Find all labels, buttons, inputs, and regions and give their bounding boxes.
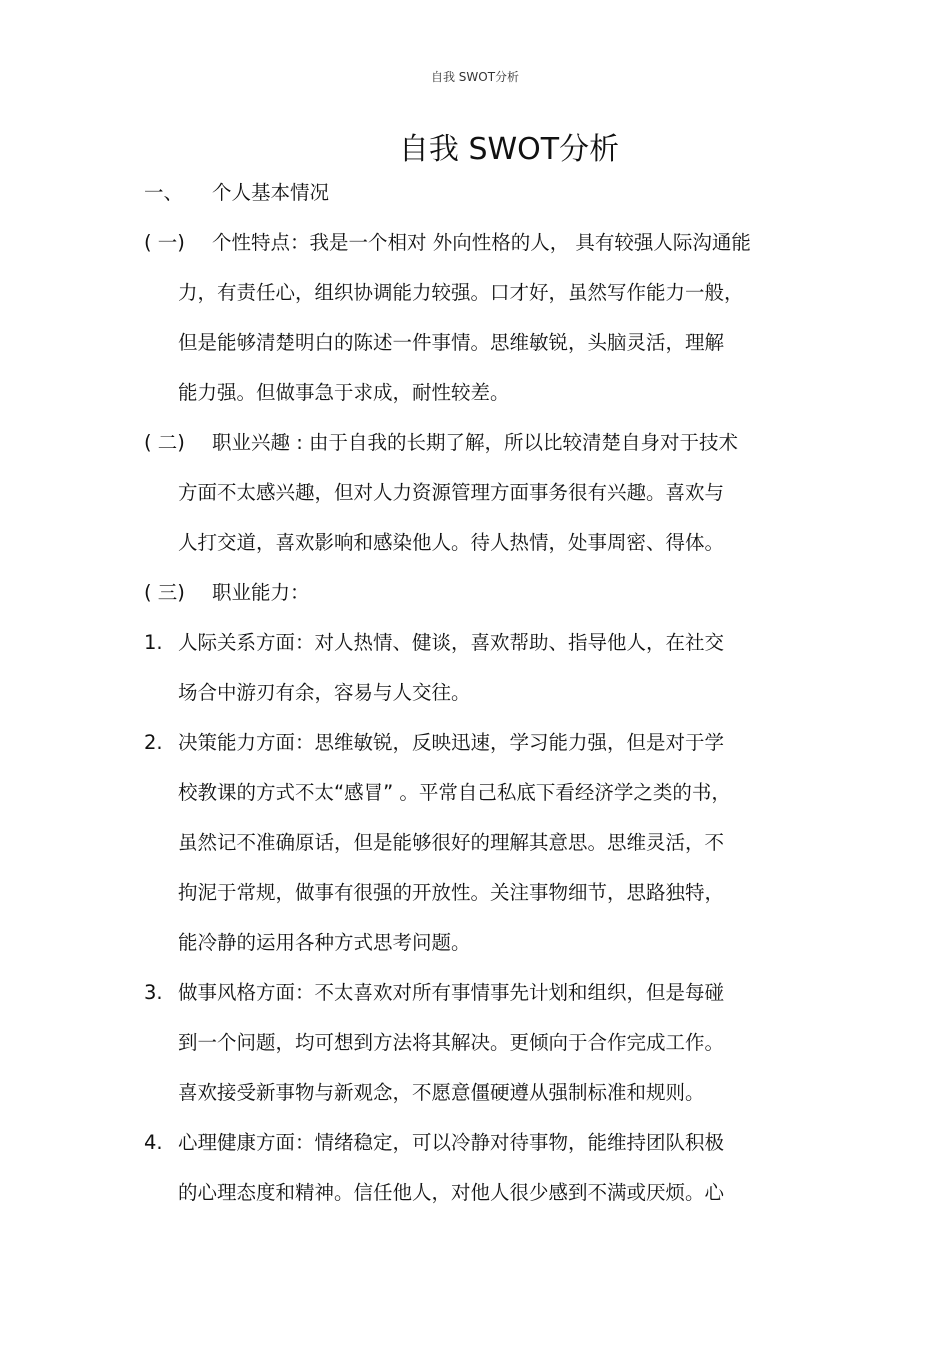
document-title: 自我 SWOT分析: [398, 132, 620, 167]
paragraph-line: 但是能够清楚明白的陈述一件事情。思维敏锐，头脑灵活，理解: [178, 331, 725, 354]
section-heading: 个人基本情况: [212, 181, 330, 204]
list-item-line: 的心理态度和精神。信任他人，对他人很少感到不满或厌烦。心: [178, 1181, 725, 1204]
list-item-line: 心理健康方面：情绪稳定，可以冷静对待事物，能维持团队积极: [178, 1131, 725, 1154]
paragraph-line: 人打交道，喜欢影响和感染他人。待人热情，处事周密、得体。: [178, 531, 725, 554]
list-item-line: 校教课的方式不太“感冒” 。平常自己私底下看经济学之类的书，: [178, 781, 731, 804]
list-number: 3.: [144, 981, 163, 1004]
paragraph-line: 职业兴趣 : 由于自我的长期了解，所以比较清楚自身对于技术: [212, 431, 738, 454]
section-marker: 一、: [144, 181, 184, 204]
list-number: 2.: [144, 731, 163, 754]
paragraph-line: 个性特点：我是一个相对 外向性格的人， 具有较强人际沟通能: [212, 231, 751, 254]
list-item-line: 人际关系方面：对人热情、健谈，喜欢帮助、指导他人，在社交: [178, 631, 725, 654]
list-item-line: 做事风格方面：不太喜欢对所有事情事先计划和组织，但是每碰: [178, 981, 725, 1004]
item-marker: ( 三): [144, 581, 185, 604]
list-item-line: 场合中游刃有余，容易与人交往。: [178, 681, 471, 704]
paragraph-line: 能力强。但做事急于求成，耐性较差。: [178, 381, 510, 404]
list-number: 4.: [144, 1131, 163, 1154]
list-item-line: 到一个问题，均可想到方法将其解决。更倾向于合作完成工作。: [178, 1031, 725, 1054]
paragraph-line: 力，有责任心，组织协调能力较强。口才好，虽然写作能力一般，: [178, 281, 744, 304]
list-item-line: 能冷静的运用各种方式思考问题。: [178, 931, 471, 954]
item-marker: ( 一): [144, 231, 185, 254]
list-item-line: 虽然记不准确原话，但是能够很好的理解其意思。思维灵活，不: [178, 831, 725, 854]
list-number: 1.: [144, 631, 163, 654]
item-heading: 职业能力：: [212, 581, 310, 604]
list-item-line: 喜欢接受新事物与新观念，不愿意僵硬遵从强制标准和规则。: [178, 1081, 705, 1104]
running-header: 自我 SWOT分析: [430, 70, 520, 84]
paragraph-line: 方面不太感兴趣，但对人力资源管理方面事务很有兴趣。喜欢与: [178, 481, 725, 504]
list-item-line: 拘泥于常规，做事有很强的开放性。关注事物细节，思路独特，: [178, 881, 725, 904]
item-marker: ( 二): [144, 431, 185, 454]
list-item-line: 决策能力方面：思维敏锐，反映迅速，学习能力强，但是对于学: [178, 731, 725, 754]
